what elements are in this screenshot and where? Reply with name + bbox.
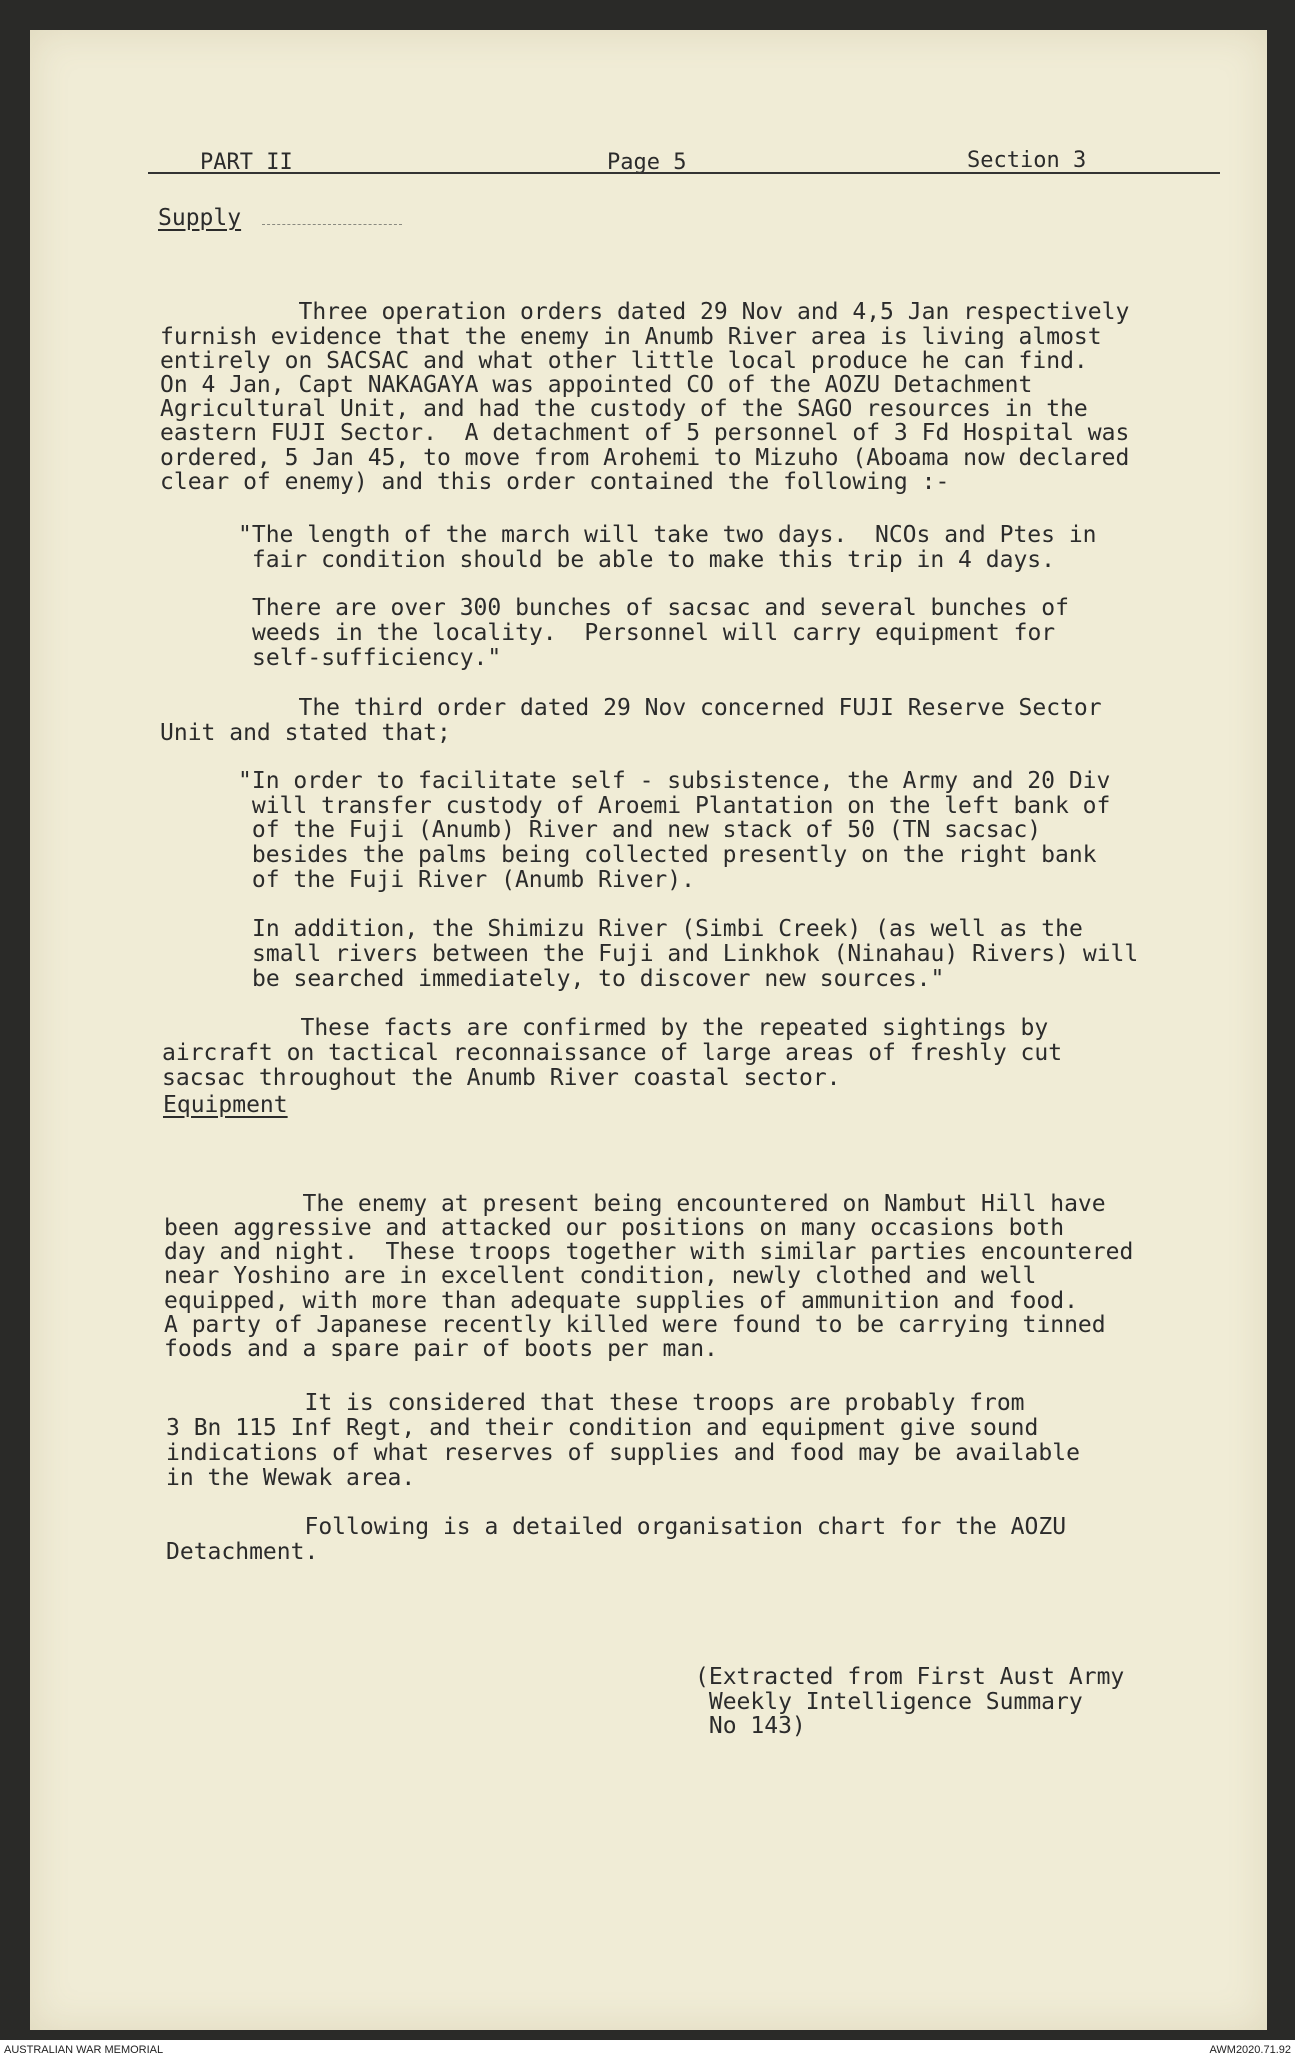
- supply-heading-scribble: [262, 224, 402, 225]
- supply-heading: Supply: [158, 205, 242, 231]
- equipment-paragraph-3: Following is a detailed organisation chart for the AOZU Detachment.: [166, 1514, 1067, 1565]
- header-page: Page 5: [607, 150, 687, 175]
- archive-reference: AWM2020.71.92: [1209, 2044, 1291, 2056]
- supply-quote-2b: In addition, the Shimizu River (Simbi Creek) (as well as the small rivers between the Fuji and Linkhok (Ninahau) Rivers) will be searched immediately, to discover new sources.": [252, 916, 1139, 992]
- supply-paragraph-1: Three operation orders dated 29 Nov and 4,5 Jan respectively furnish evidence that the enemy in Anumb River area is living almost entirely on SACSAC and what other little local produce he can find. On 4 Jan, Capt NAKAGAYA was appointed CO of the AOZU Detachment Agricultural Unit, and had the custody of the SAGO resources in the eastern FUJI Sector. A detachment of 5 personnel of 3 Fd Hospital was ordered, 5 Jan 45, to move from Arohemi to Mizuho (Aboama now declared clear of enemy) and this order contained the following :-: [160, 299, 1130, 495]
- source-citation: (Extracted from First Aust Army Weekly Intelligence Summary No 143): [695, 1664, 1125, 1739]
- supply-paragraph-2: The third order dated 29 Nov concerned FUJI Reserve Sector Unit and stated that;: [160, 695, 1102, 746]
- supply-quote-1a: "The length of the march will take two days. NCOs and Ptes in fair condition should be able to make this trip in 4 days.: [238, 522, 1097, 573]
- equipment-paragraph-1: The enemy at present being encountered on Nambut Hill have been aggressive and attacked our positions on many occasions both day and night. These troops together with similar parties encountered near Yoshino are in excellent condition, newly clothed and well equipped, with more than adequate supplies of ammunition and food. A party of Japanese recently killed were found to be carrying tinned foods and a spare pair of boots per man.: [164, 1190, 1134, 1363]
- supply-quote-2a: "In order to facilitate self - subsistence, the Army and 20 Div will transfer custody of Aroemi Plantation on the left bank of of the Fuji (Anumb) River and new stack of 50 (TN sacsac) besides the palms being collected presently on the right bank of the Fuji River (Anumb River).: [238, 768, 1111, 893]
- archive-footer: [0, 2040, 1295, 2061]
- header-section: Section 3: [967, 148, 1087, 173]
- header-rule: [148, 172, 1220, 174]
- header-part: PART II: [200, 150, 293, 175]
- supply-quote-1b: There are over 300 bunches of sacsac and several bunches of weeds in the locality. Personnel will carry equipment for self-sufficiency.": [252, 595, 1069, 671]
- archive-name: AUSTRALIAN WAR MEMORIAL: [4, 2044, 164, 2056]
- equipment-paragraph-2: It is considered that these troops are probably from 3 Bn 115 Inf Regt, and their condition and equipment give sound indications of what reserves of supplies and food may be available in the Wewak area.: [166, 1390, 1080, 1491]
- equipment-heading: Equipment: [163, 1092, 288, 1118]
- supply-paragraph-3: These facts are confirmed by the repeated sightings by aircraft on tactical reconnaissance of large areas of freshly cut sacsac throughout the Anumb River coastal sector.: [162, 1015, 1063, 1091]
